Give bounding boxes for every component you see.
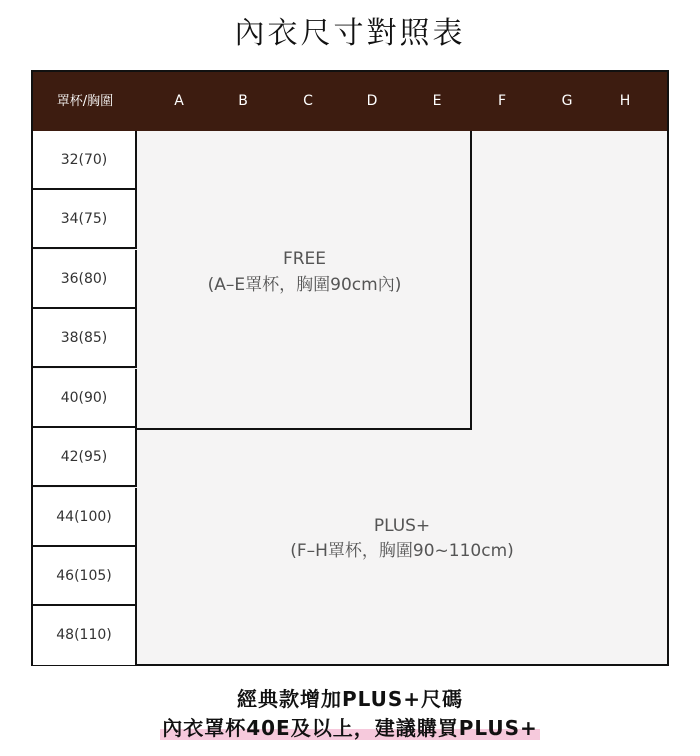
header-cup-b: B bbox=[238, 93, 248, 109]
page-title: 內衣尺寸對照表 bbox=[234, 16, 466, 51]
header-cup-a: A bbox=[174, 93, 184, 109]
header-cup-f: F bbox=[497, 93, 507, 109]
row-label-36: 36(80) bbox=[33, 250, 137, 309]
plus-size-label: PLUS+ bbox=[373, 516, 431, 536]
size-chart-table bbox=[31, 70, 669, 666]
footer-notice-2-wrapper bbox=[0, 712, 700, 741]
row-label-32: 32(70) bbox=[33, 131, 137, 190]
row-label-38: 38(85) bbox=[33, 309, 137, 368]
header-cup-e: E bbox=[432, 93, 442, 109]
footer-notice-2: 內衣罩杯40E及以上，建議購買PLUS+ bbox=[162, 716, 538, 740]
row-label-40: 40(90) bbox=[33, 369, 137, 428]
header-cup-g: G bbox=[561, 93, 573, 109]
free-size-label: FREE bbox=[282, 249, 327, 269]
header-cup-d: D bbox=[366, 93, 378, 109]
row-label-46: 46(105) bbox=[33, 547, 137, 606]
header-cup-c: C bbox=[303, 93, 313, 109]
table-header-row bbox=[33, 72, 667, 131]
row-label-44: 44(100) bbox=[33, 488, 137, 547]
footer-notice-1: 經典款增加PLUS+尺碼 bbox=[236, 687, 464, 711]
header-cup-h: H bbox=[619, 93, 631, 109]
row-label-34: 34(75) bbox=[33, 190, 137, 249]
plus-size-note: (F–H罩杯，胸圍90~110cm) bbox=[290, 541, 514, 561]
header-corner-label: 罩杯/胸圍 bbox=[56, 94, 114, 109]
free-size-note: (A–E罩杯，胸圍90cm內) bbox=[207, 275, 402, 295]
row-label-42: 42(95) bbox=[33, 428, 137, 487]
row-label-48: 48(110) bbox=[33, 606, 137, 665]
